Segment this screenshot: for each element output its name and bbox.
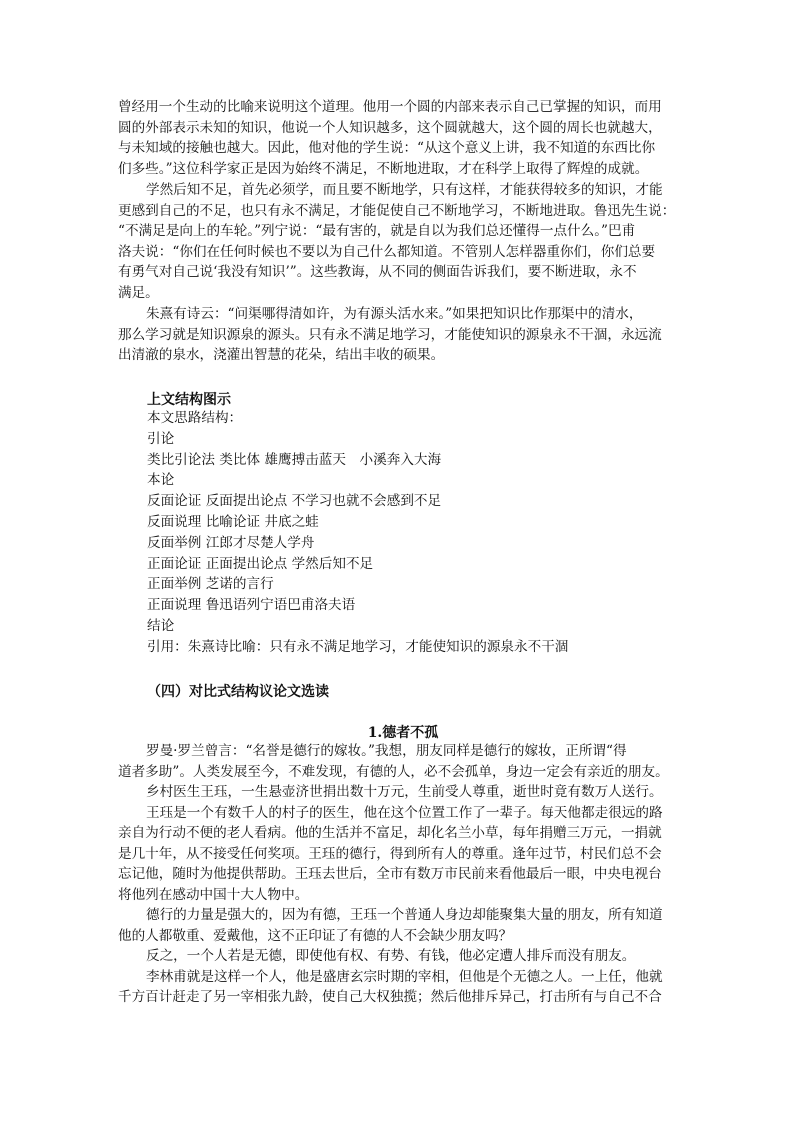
text-line: 罗曼·罗兰曾言：“名誉是德行的嫁妆。”我想，朋友同样是德行的嫁妆，正所谓“得 — [146, 743, 627, 759]
outline-item: 正面说理 鲁迅语列宁语巴甫洛夫语 — [147, 597, 356, 614]
text-line: 亲自为行动不便的老人看病。他的生活并不富足，却化名兰小草，每年捐赠三万元，一捐就 — [118, 825, 662, 841]
outline-item: 反面举例 江郎才尽楚人学舟 — [147, 534, 315, 551]
text-line: 乡村医生王珏，一生悬壶济世捐出数十万元，生前受人尊重，逝世时竟有数万人送行。 — [146, 784, 663, 800]
text-line: 将他列在感动中国十大人物中。 — [118, 886, 309, 903]
text-line: 千方百计赶走了另一宰相张九龄，使自己大权独揽；然后他排斥异己，打击所有与自己不合 — [118, 989, 662, 1005]
outline-item: 本文思路结构： — [147, 410, 243, 426]
structure-outline — [147, 408, 568, 658]
outline-item: 正面论证 正面提出论点 学然后知不足 — [147, 555, 374, 572]
text-line: 学然后知不足，首先必须学，而且要不断地学，只有这样，才能获得较多的知识，才能 — [146, 182, 663, 198]
text-line: 他的人都敬重、爱戴他，这不正印证了有德的人不会缺少朋友吗？ — [118, 927, 513, 944]
text-line: 们多些。”这位科学家正是因为始终不满足，不断地进取，才在科学上取得了辉煌的成就。 — [118, 160, 649, 177]
text-line: 忘记他，随时为他提供帮助。王珏去世后，全市有数万市民前来看他最后一眼，中央电视台 — [118, 866, 662, 882]
text-line: 曾经用一个生动的比喻来说明这个道理。他用一个圆的内部来表示自己已掌握的知识，而用 — [118, 99, 662, 115]
text-line: 王珏是一个有数千人的村子的医生，他在这个位置工作了一辈子。每天他都走很远的路 — [146, 804, 663, 821]
outline-heading: 上文结构图示 — [147, 392, 231, 408]
essay-title: 1.德者不孤 — [367, 725, 439, 741]
text-line: 朱熹有诗云：“问渠哪得清如许，为有源头活水来。”如果把知识比作那渠中的清水， — [146, 306, 643, 322]
text-line: 是几十年，从不接受任何奖项。王珏的德行，得到所有人的尊重。逢年过节，村民们总不会 — [118, 845, 662, 862]
text-line: 出清澈的泉水，浇灌出智慧的花朵，结出丰收的硕果。 — [118, 347, 445, 363]
outline-item: 反面说理 比喻论证 井底之蛙 — [147, 513, 319, 530]
outline-item: 结论 — [147, 617, 175, 634]
outline-item: 类比引论法 类比体 雄鹰搏击蓝天 小溪奔入大海 — [147, 451, 442, 468]
outline-item: 反面论证 反面提出论点 不学习也就不会感到不足 — [147, 493, 442, 510]
text-line: 圆的外部表示未知的知识，他说一个人知识越多，这个圆就越大，这个圆的周长也就越大， — [118, 119, 662, 136]
text-line: 更感到自己的不足，也只有永不满足，才能促使自己不断地学习，不断地进取。鲁迅先生说： — [118, 202, 676, 219]
text-line: 满足。 — [118, 284, 159, 301]
text-line: 有勇气对自己说‘我没有知识’”。这些教诲，从不同的侧面告诉我们，要不断进取，永不 — [118, 264, 637, 280]
text-line: 反之，一个人若是无德，即使他有权、有势、有钱，他必定遭人排斥而没有朋友。 — [146, 948, 636, 964]
outline-item: 本论 — [147, 472, 175, 489]
text-line: 德行的力量是强大的，因为有德，王珏一个普通人身边却能聚集大量的朋友，所有知道 — [146, 907, 663, 923]
text-line: 洛夫说：“你们在任何时候也不要以为自己什么都知道。不管别人怎样器重你们，你们总要 — [118, 243, 656, 260]
text-line: 道者多助”。人类发展至今，不难发现，有德的人，必不会孤单，身边一定会有亲近的朋友。 — [118, 763, 669, 780]
intro-paragraph — [118, 97, 688, 179]
outline-item: 引用：朱熹诗比喻：只有永不满足地学习，才能使知识的源泉永不干涸 — [147, 638, 569, 655]
outline-item: 正面举例 芝诺的言行 — [147, 576, 274, 593]
outline-item: 引论 — [147, 430, 175, 447]
section-heading: （四）对比式结构议论文选读 — [147, 684, 329, 700]
text-line: 李林甫就是这样一个人，他是盛唐玄宗时期的宰相，但他是个无德之人。一上任，他就 — [146, 968, 663, 985]
text-line: 与未知域的接触也越大。因此，他对他的学生说：“从这个意义上讲，我不知道的东西比你 — [118, 140, 656, 156]
paragraph-zhuxi — [118, 304, 688, 366]
text-line: “不满足是向上的车轮。”列宁说：“最有害的，就是自以为我们总还懂得一点什么。”巴甫 — [118, 223, 636, 239]
essay-body — [118, 741, 688, 1008]
text-line: 那么学习就是知识源泉的源头。只有永不满足地学习，才能使知识的源泉永不干涸，永远流 — [118, 326, 662, 343]
paragraph-learning — [118, 180, 688, 303]
